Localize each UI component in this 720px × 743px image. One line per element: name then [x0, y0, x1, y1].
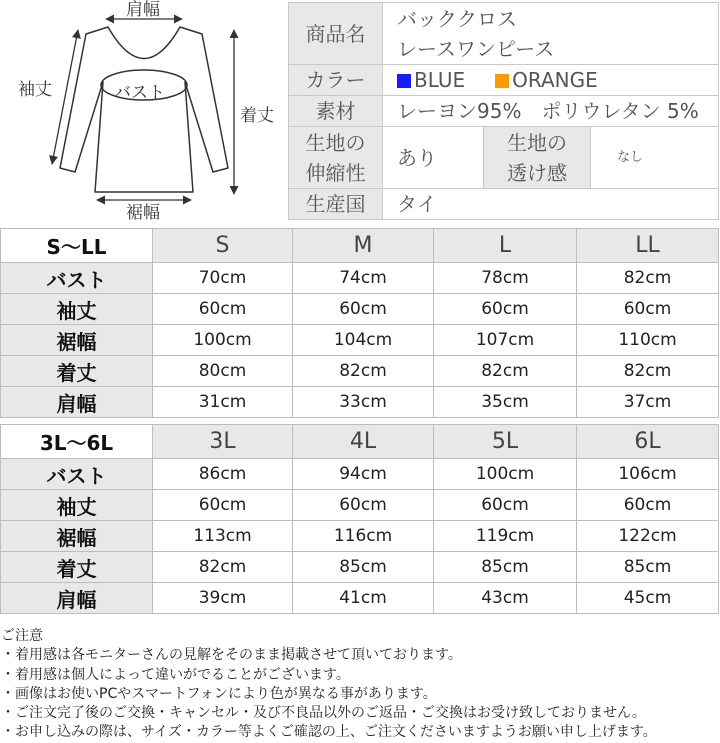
note-item: ・着用感は各モニターさんの見解をそのまま掲載させて頂いております。 — [1, 647, 462, 664]
measurement-label-shoulder: 肩幅 — [1, 387, 153, 418]
measurement-value: 82cm — [293, 356, 434, 387]
stretch-label-line-1: 生地の — [305, 130, 366, 155]
total-length-label: 着丈 — [240, 106, 274, 126]
size-header-l: L — [434, 229, 577, 263]
measurement-value: 82cm — [153, 552, 293, 583]
measurement-row-bust — [1, 459, 719, 490]
measurement-row-hem — [1, 325, 719, 356]
measurement-value: 100cm — [153, 325, 293, 356]
size-header-5l: 5L — [434, 425, 577, 459]
measurement-label-bust: バスト — [1, 263, 153, 294]
product-name-line-2: レースワンピース — [397, 36, 555, 61]
origin-row — [289, 189, 719, 220]
product-info-table — [288, 2, 719, 220]
measurement-value: 60cm — [153, 490, 293, 521]
measurement-value: 106cm — [577, 459, 719, 490]
measurement-value: 60cm — [293, 294, 434, 325]
measurement-value: 82cm — [577, 263, 719, 294]
size-header-s: S — [153, 229, 293, 263]
measurement-value: 60cm — [153, 294, 293, 325]
measurement-value: 60cm — [293, 490, 434, 521]
size-header-6l: 6L — [577, 425, 719, 459]
product-name-label: 商品名 — [289, 3, 383, 65]
measurement-label-sleeve: 袖丈 — [1, 294, 153, 325]
caution-notes — [1, 627, 720, 743]
measurement-row-hem — [1, 521, 719, 552]
measurement-value: 104cm — [293, 325, 434, 356]
note-item: ・お申し込みの際は、サイズ・カラー等よくご確認の上、ご注文くださいますようお願い申し上げます。 — [1, 724, 657, 741]
measurement-value: 41cm — [293, 583, 434, 614]
garment-measurement-diagram — [0, 0, 286, 222]
measurement-row-sleeve — [1, 490, 719, 521]
measurement-row-shoulder — [1, 387, 719, 418]
color-option-blue: BLUE — [414, 68, 466, 92]
material-label: 素材 — [289, 96, 383, 127]
measurement-value: 119cm — [434, 521, 577, 552]
product-name-row — [289, 3, 719, 65]
measurement-value: 33cm — [293, 387, 434, 418]
measurement-value: 107cm — [434, 325, 577, 356]
measurement-value: 82cm — [577, 356, 719, 387]
measurement-row-bust — [1, 263, 719, 294]
shoulder-width-label: 肩幅 — [126, 0, 160, 20]
measurement-value: 31cm — [153, 387, 293, 418]
origin-label: 生産国 — [289, 189, 383, 220]
measurement-value: 60cm — [577, 294, 719, 325]
sheer-value: なし — [591, 127, 719, 189]
measurement-value: 86cm — [153, 459, 293, 490]
color-option-orange: ORANGE — [512, 68, 598, 92]
measurement-row-shoulder — [1, 583, 719, 614]
fabric-properties-row — [289, 127, 719, 189]
size-range-title: S〜LL — [1, 229, 153, 263]
measurement-value: 60cm — [434, 294, 577, 325]
size-range-title: 3L〜6L — [1, 425, 153, 459]
size-header-4l: 4L — [293, 425, 434, 459]
note-item: ・画像はお使いPCやスマートフォンにより色が異なる事があります。 — [1, 685, 437, 702]
bust-label: バスト — [114, 83, 165, 103]
measurement-value: 85cm — [577, 552, 719, 583]
product-name-value — [383, 3, 719, 65]
hem-width-label: 裾幅 — [126, 203, 160, 223]
sheer-label — [484, 127, 591, 189]
size-table-3l-6l — [0, 424, 719, 614]
measurement-value: 43cm — [434, 583, 577, 614]
size-header-row — [1, 229, 719, 263]
measurement-value: 74cm — [293, 263, 434, 294]
measurement-value: 70cm — [153, 263, 293, 294]
measurement-row-length — [1, 356, 719, 387]
color-label: カラー — [289, 65, 383, 96]
size-header-m: M — [293, 229, 434, 263]
color-row — [289, 65, 719, 96]
stretch-value: あり — [383, 127, 484, 189]
measurement-label-shoulder: 肩幅 — [1, 583, 153, 614]
measurement-label-bust: バスト — [1, 459, 153, 490]
orange-swatch-icon — [495, 74, 509, 88]
stretch-label-line-2: 伸縮性 — [305, 160, 366, 185]
blue-swatch-icon — [397, 74, 411, 88]
measurement-label-length: 着丈 — [1, 552, 153, 583]
measurement-label-hem: 裾幅 — [1, 521, 153, 552]
product-name-line-1: バッククロス — [397, 6, 517, 31]
material-row — [289, 96, 719, 127]
measurement-label-hem: 裾幅 — [1, 325, 153, 356]
material-value: レーヨン95% ポリウレタン 5% — [383, 96, 719, 127]
sleeve-length-label: 袖丈 — [18, 80, 52, 100]
measurement-value: 37cm — [577, 387, 719, 418]
measurement-value: 80cm — [153, 356, 293, 387]
note-item: ・着用感は個人によって違いがでることがございます。 — [1, 666, 350, 683]
measurement-value: 113cm — [153, 521, 293, 552]
notes-title: ご注意 — [1, 628, 43, 644]
measurement-value: 116cm — [293, 521, 434, 552]
measurement-value: 85cm — [293, 552, 434, 583]
measurement-label-sleeve: 袖丈 — [1, 490, 153, 521]
size-header-row — [1, 425, 719, 459]
measurement-value: 110cm — [577, 325, 719, 356]
measurement-value: 94cm — [293, 459, 434, 490]
measurement-row-sleeve — [1, 294, 719, 325]
sheer-label-line-2: 透け感 — [507, 160, 567, 185]
size-header-ll: LL — [577, 229, 719, 263]
measurement-value: 45cm — [577, 583, 719, 614]
color-options — [383, 65, 719, 96]
measurement-label-length: 着丈 — [1, 356, 153, 387]
measurement-value: 122cm — [577, 521, 719, 552]
origin-value: タイ — [383, 189, 719, 220]
measurement-value: 35cm — [434, 387, 577, 418]
measurement-value: 78cm — [434, 263, 577, 294]
measurement-value: 60cm — [434, 490, 577, 521]
note-item: ・ご注文完了後のご交換・キャンセル・及び不良品以外のご返品・ご交換はお受け致しておりません。 — [1, 705, 646, 722]
dress-outline — [60, 27, 228, 192]
size-table-s-ll — [0, 228, 719, 418]
measurement-value: 39cm — [153, 583, 293, 614]
measurement-row-length — [1, 552, 719, 583]
sheer-label-line-1: 生地の — [507, 130, 567, 155]
stretch-label — [289, 127, 383, 189]
size-header-3l: 3L — [153, 425, 293, 459]
measurement-value: 82cm — [434, 356, 577, 387]
measurement-value: 100cm — [434, 459, 577, 490]
measurement-value: 85cm — [434, 552, 577, 583]
measurement-value: 60cm — [577, 490, 719, 521]
